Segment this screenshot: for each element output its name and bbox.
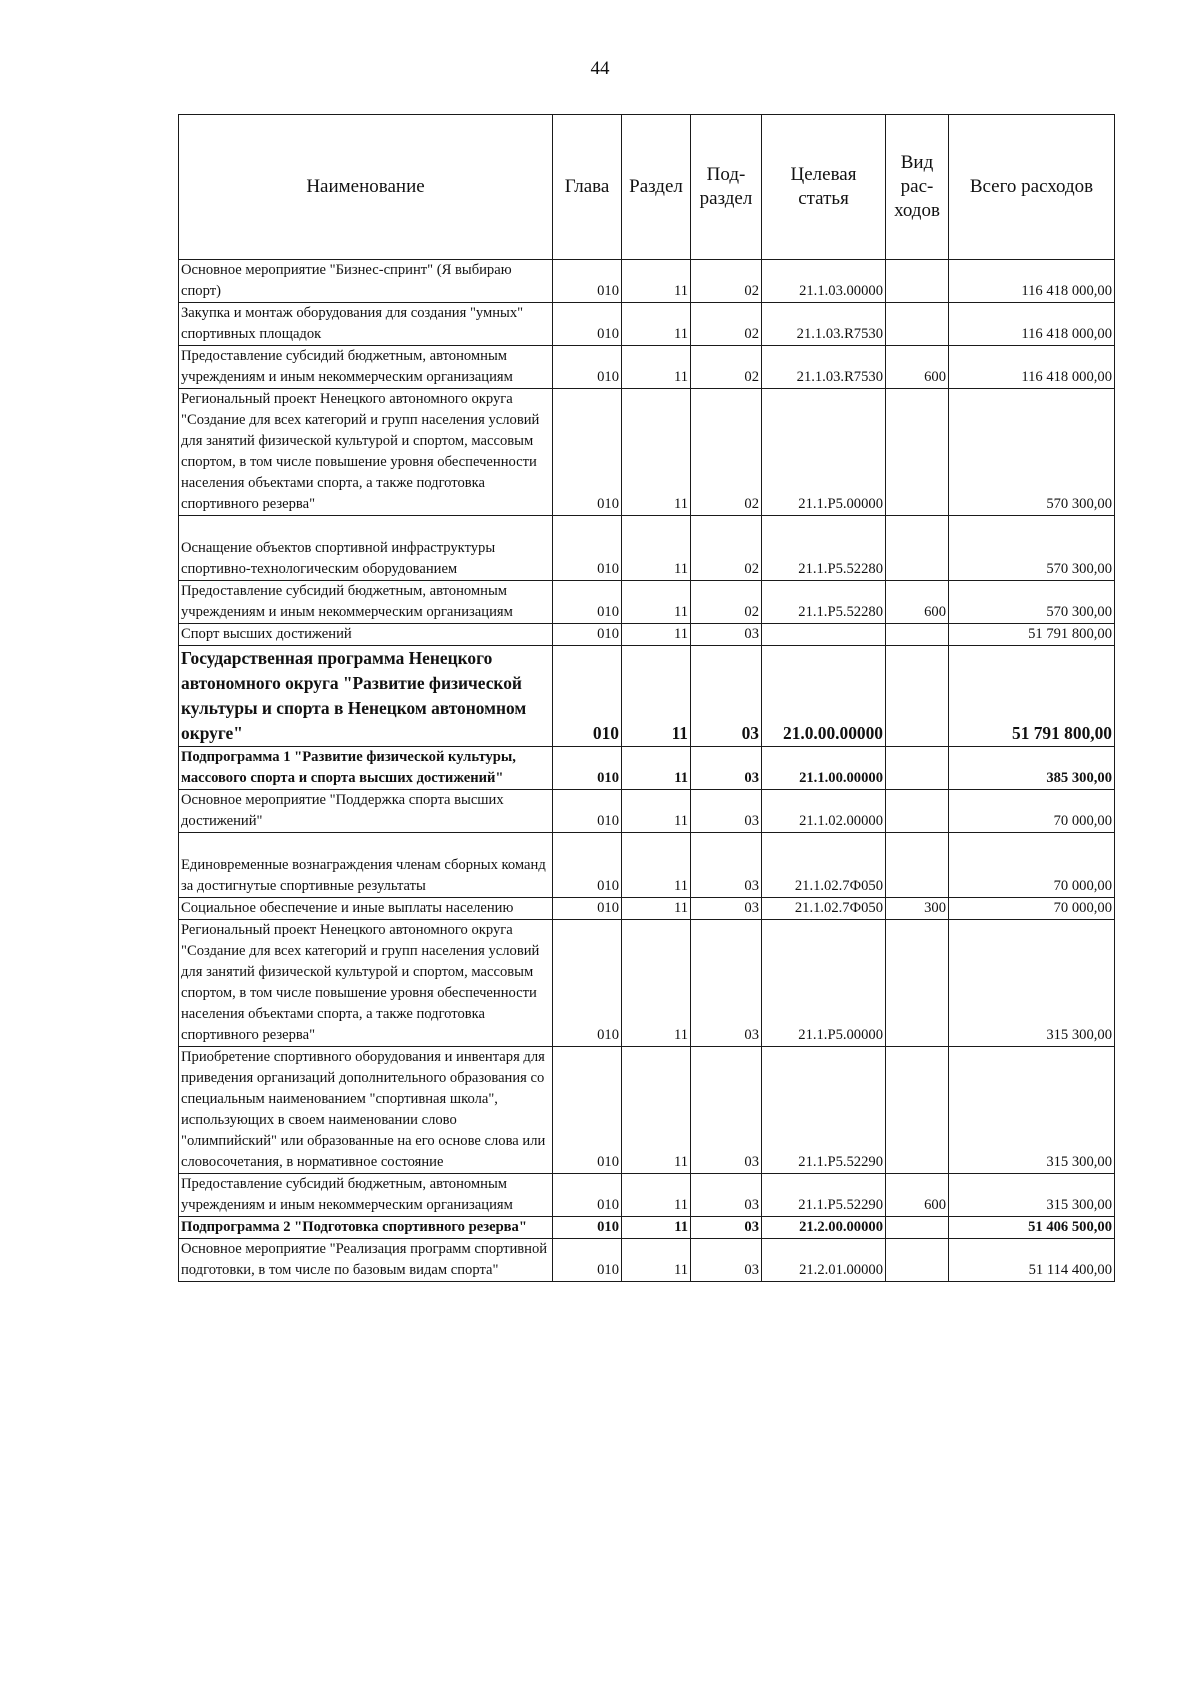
row-vid [886, 1217, 949, 1239]
budget-table [178, 114, 1115, 1282]
row-name: Региональный проект Ненецкого автономного округа "Создание для всех категорий и групп населения условий для занятий физической культурой и спортом, массовым спортом, в том числе повышение уровня обеспеченности населения объектами спорта, а также подготовка спортивного резерва" [179, 389, 553, 516]
row-podrazdel: 03 [691, 646, 762, 747]
table-row [179, 1217, 1115, 1239]
row-podrazdel: 02 [691, 303, 762, 346]
row-glava: 010 [553, 346, 622, 389]
row-name: Подпрограмма 2 "Подготовка спортивного резерва" [179, 1217, 553, 1239]
table-row [179, 581, 1115, 624]
row-vid: 300 [886, 898, 949, 920]
row-glava: 010 [553, 1174, 622, 1217]
row-celevaya [762, 624, 886, 646]
row-vsego: 570 300,00 [949, 581, 1115, 624]
row-vsego: 315 300,00 [949, 1174, 1115, 1217]
row-razdel: 11 [622, 1239, 691, 1282]
row-vid [886, 303, 949, 346]
header-celevaya: Целевая статья [762, 115, 886, 260]
row-celevaya: 21.1.03.00000 [762, 260, 886, 303]
row-podrazdel: 02 [691, 389, 762, 516]
header-vsego: Всего расходов [949, 115, 1115, 260]
row-razdel: 11 [622, 346, 691, 389]
row-razdel: 11 [622, 898, 691, 920]
row-vsego: 116 418 000,00 [949, 260, 1115, 303]
table-row [179, 389, 1115, 516]
row-name: Основное мероприятие "Поддержка спорта высших достижений" [179, 790, 553, 833]
row-name: Предоставление субсидий бюджетным, автономным учреждениям и иным некоммерческим организациям [179, 346, 553, 389]
row-vsego: 570 300,00 [949, 516, 1115, 581]
row-razdel: 11 [622, 516, 691, 581]
table-row [179, 346, 1115, 389]
row-celevaya: 21.1.P5.00000 [762, 920, 886, 1047]
row-celevaya: 21.1.02.00000 [762, 790, 886, 833]
row-glava: 010 [553, 303, 622, 346]
row-vid [886, 389, 949, 516]
row-podrazdel: 03 [691, 1239, 762, 1282]
table-row [179, 1239, 1115, 1282]
row-glava: 010 [553, 833, 622, 898]
row-name: Предоставление субсидий бюджетным, автономным учреждениям и иным некоммерческим организациям [179, 581, 553, 624]
row-vid: 600 [886, 346, 949, 389]
row-glava: 010 [553, 624, 622, 646]
row-podrazdel: 03 [691, 747, 762, 790]
row-vsego: 570 300,00 [949, 389, 1115, 516]
row-vsego: 315 300,00 [949, 1047, 1115, 1174]
row-razdel: 11 [622, 1174, 691, 1217]
row-vid [886, 833, 949, 898]
header-glava: Глава [553, 115, 622, 260]
row-podrazdel: 03 [691, 898, 762, 920]
row-podrazdel: 03 [691, 1174, 762, 1217]
row-vsego: 51 791 800,00 [949, 646, 1115, 747]
row-razdel: 11 [622, 581, 691, 624]
row-razdel: 11 [622, 624, 691, 646]
row-vsego: 70 000,00 [949, 833, 1115, 898]
row-name: Предоставление субсидий бюджетным, автономным учреждениям и иным некоммерческим организациям [179, 1174, 553, 1217]
row-razdel: 11 [622, 790, 691, 833]
row-podrazdel: 03 [691, 1047, 762, 1174]
page-number: 44 [590, 58, 610, 79]
row-vid [886, 747, 949, 790]
row-celevaya: 21.1.P5.52290 [762, 1174, 886, 1217]
row-glava: 010 [553, 389, 622, 516]
row-podrazdel: 03 [691, 920, 762, 1047]
row-vsego: 116 418 000,00 [949, 303, 1115, 346]
row-vid [886, 1239, 949, 1282]
row-vid [886, 790, 949, 833]
table-row [179, 1174, 1115, 1217]
row-celevaya: 21.1.P5.52280 [762, 516, 886, 581]
row-celevaya: 21.2.00.00000 [762, 1217, 886, 1239]
row-name: Государственная программа Ненецкого автономного округа "Развитие физической культуры и спорта в Ненецком автономном округе" [179, 646, 553, 747]
row-celevaya: 21.1.00.00000 [762, 747, 886, 790]
header-vid: Вид рас-ходов [886, 115, 949, 260]
row-podrazdel: 02 [691, 516, 762, 581]
row-razdel: 11 [622, 303, 691, 346]
table-header-row [179, 115, 1115, 260]
row-celevaya: 21.1.03.R7530 [762, 346, 886, 389]
row-name: Спорт высших достижений [179, 624, 553, 646]
table-row [179, 833, 1115, 898]
row-name: Оснащение объектов спортивной инфраструктуры спортивно-технологическим оборудованием [179, 516, 553, 581]
row-vsego: 315 300,00 [949, 920, 1115, 1047]
row-glava: 010 [553, 898, 622, 920]
row-razdel: 11 [622, 1217, 691, 1239]
row-vid [886, 646, 949, 747]
row-vsego: 116 418 000,00 [949, 346, 1115, 389]
header-razdel: Раздел [622, 115, 691, 260]
row-name: Основное мероприятие "Бизнес-спринт" (Я выбираю спорт) [179, 260, 553, 303]
row-name: Региональный проект Ненецкого автономного округа "Создание для всех категорий и групп населения условий для занятий физической культурой и спортом, массовым спортом, в том числе повышение уровня обеспеченности населения объектами спорта, а также подготовка спортивного резерва" [179, 920, 553, 1047]
row-glava: 010 [553, 790, 622, 833]
row-razdel: 11 [622, 260, 691, 303]
row-glava: 010 [553, 516, 622, 581]
row-vid: 600 [886, 1174, 949, 1217]
row-razdel: 11 [622, 646, 691, 747]
header-name: Наименование [179, 115, 553, 260]
row-vsego: 70 000,00 [949, 898, 1115, 920]
row-podrazdel: 02 [691, 581, 762, 624]
table-row [179, 624, 1115, 646]
row-vsego: 51 406 500,00 [949, 1217, 1115, 1239]
row-podrazdel: 03 [691, 1217, 762, 1239]
row-name: Закупка и монтаж оборудования для создания "умных" спортивных площадок [179, 303, 553, 346]
row-vsego: 70 000,00 [949, 790, 1115, 833]
row-podrazdel: 03 [691, 790, 762, 833]
table-row [179, 516, 1115, 581]
row-name: Подпрограмма 1 "Развитие физической культуры, массового спорта и спорта высших достижений" [179, 747, 553, 790]
row-glava: 010 [553, 1217, 622, 1239]
row-podrazdel: 02 [691, 260, 762, 303]
row-podrazdel: 03 [691, 833, 762, 898]
row-name: Основное мероприятие "Реализация программ спортивной подготовки, в том числе по базовым видам спорта" [179, 1239, 553, 1282]
table-row [179, 646, 1115, 747]
row-name: Единовременные вознаграждения членам сборных команд за достигнутые спортивные результаты [179, 833, 553, 898]
row-glava: 010 [553, 260, 622, 303]
table-row [179, 898, 1115, 920]
row-vid [886, 920, 949, 1047]
row-razdel: 11 [622, 389, 691, 516]
row-celevaya: 21.1.P5.52280 [762, 581, 886, 624]
table-row [179, 303, 1115, 346]
row-vid [886, 516, 949, 581]
row-vsego: 51 791 800,00 [949, 624, 1115, 646]
row-razdel: 11 [622, 747, 691, 790]
row-glava: 010 [553, 747, 622, 790]
row-glava: 010 [553, 920, 622, 1047]
table-row [179, 747, 1115, 790]
row-celevaya: 21.1.P5.52290 [762, 1047, 886, 1174]
table-row [179, 790, 1115, 833]
row-vid [886, 624, 949, 646]
row-glava: 010 [553, 646, 622, 747]
table-row [179, 920, 1115, 1047]
row-glava: 010 [553, 1047, 622, 1174]
row-celevaya: 21.1.P5.00000 [762, 389, 886, 516]
table-row [179, 1047, 1115, 1174]
row-vid [886, 1047, 949, 1174]
row-razdel: 11 [622, 833, 691, 898]
row-vid: 600 [886, 581, 949, 624]
row-celevaya: 21.1.03.R7530 [762, 303, 886, 346]
row-celevaya: 21.1.02.7Ф050 [762, 833, 886, 898]
row-celevaya: 21.2.01.00000 [762, 1239, 886, 1282]
row-glava: 010 [553, 1239, 622, 1282]
row-podrazdel: 03 [691, 624, 762, 646]
row-name: Приобретение спортивного оборудования и инвентаря для приведения организаций дополнительного образования со специальным наименованием "спортивная школа", использующих в своем наименовании слово "олимпийский" или образованные на его основе слова или словосочетания, в нормативное состояние [179, 1047, 553, 1174]
row-celevaya: 21.1.02.7Ф050 [762, 898, 886, 920]
row-vid [886, 260, 949, 303]
table-row [179, 260, 1115, 303]
row-celevaya: 21.0.00.00000 [762, 646, 886, 747]
row-vsego: 51 114 400,00 [949, 1239, 1115, 1282]
row-name: Социальное обеспечение и иные выплаты населению [179, 898, 553, 920]
row-podrazdel: 02 [691, 346, 762, 389]
row-razdel: 11 [622, 1047, 691, 1174]
row-vsego: 385 300,00 [949, 747, 1115, 790]
row-razdel: 11 [622, 920, 691, 1047]
header-podrazdel: Под-раздел [691, 115, 762, 260]
row-glava: 010 [553, 581, 622, 624]
